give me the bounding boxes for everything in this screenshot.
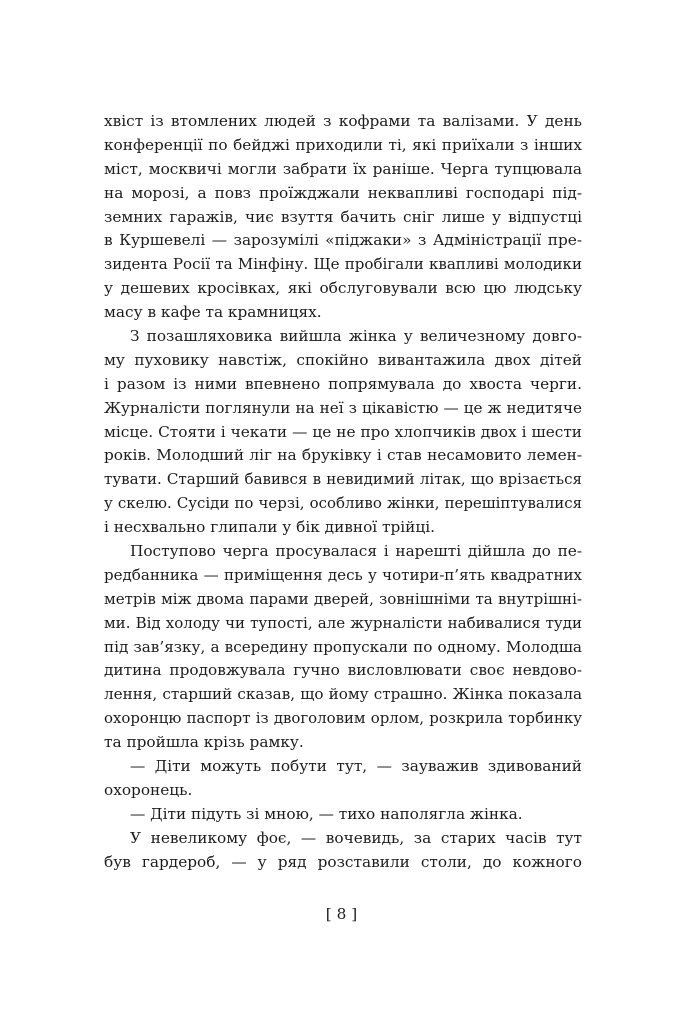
text-line: охоронець. bbox=[104, 780, 193, 799]
text-line: під зав’язку, а всередину пропускали по одному. Молодша bbox=[104, 637, 582, 656]
text-line: хвіст із втомлених людей з кофрами та валізами. У день bbox=[104, 112, 582, 130]
text-line: — Діти можуть побути тут, — зауважив здивований bbox=[130, 757, 582, 776]
text-line: тувати. Старший бавився в невидимий літак, що врізається bbox=[104, 470, 582, 489]
text-line: конференції по бейджі приходили ті, які приїхали з інших bbox=[104, 135, 582, 154]
paragraph bbox=[104, 827, 582, 875]
text-line: му пуховику навстіж, спокійно вивантажила двох дітей bbox=[104, 350, 582, 369]
text-line: З позашляховика вийшла жінка у величезному довго- bbox=[130, 327, 582, 346]
text-line: міст, москвичі могли забрати їх раніше. Черга тупцювала bbox=[104, 159, 582, 178]
text-line: років. Молодший ліг на бруківку і став несамовито лемен- bbox=[104, 446, 582, 465]
text-line: охоронцю паспорт із двоголовим орлом, розкрила торбинку bbox=[104, 709, 582, 728]
text-line: метрів між двома парами дверей, зовнішніми та внутрішні- bbox=[104, 589, 582, 608]
text-line: У невеликому фоє, — вочевидь, за старих часів тут bbox=[130, 828, 582, 847]
paragraph bbox=[104, 540, 582, 755]
text-line: в Куршевелі — зарозумілі «піджаки» з Адміністрації пре- bbox=[104, 231, 582, 250]
text-line: дитина продовжувала гучно висловлювати своє невдово- bbox=[104, 661, 582, 680]
text-line: у дешевих кросівках, які обслуговували всю цю людську bbox=[104, 279, 582, 298]
text-line: редбанника — приміщення десь у чотири-п’ять квадратних bbox=[104, 565, 582, 584]
paragraph bbox=[104, 110, 582, 325]
text-line: земних гаражів, чиє взуття бачить сніг лише у відпустці bbox=[104, 207, 582, 226]
paragraph bbox=[104, 325, 582, 540]
text-line: був гардероб, — у ряд розставили столи, до кожного bbox=[104, 852, 582, 871]
page-number: [ 8 ] bbox=[325, 905, 358, 923]
paragraph bbox=[104, 803, 582, 827]
text-line: на морозі, а повз проїжджали неквапливі господарі під- bbox=[104, 183, 582, 202]
text-line: лення, старший сказав, що йому страшно. Жінка показала bbox=[104, 685, 582, 704]
text-line: у скелю. Сусіди по черзі, особливо жінки, перешіптувалися bbox=[104, 494, 582, 513]
text-line: місце. Стояти і чекати — це не про хлопчиків двох і шести bbox=[104, 422, 582, 441]
body-text bbox=[104, 110, 582, 875]
text-line: Поступово черга просувалася і нарешті дійшла до пе- bbox=[130, 542, 582, 561]
text-line: Журналісти поглянули на неї з цікавістю — це ж недитяче bbox=[104, 398, 582, 417]
text-line: — Діти підуть зі мною, — тихо наполягла жінка. bbox=[130, 804, 523, 823]
paragraph bbox=[104, 755, 582, 803]
text-line: масу в кафе та крамницях. bbox=[104, 303, 322, 322]
text-line: ми. Від холоду чи тупості, але журналісти набивалися туди bbox=[104, 613, 582, 632]
text-line: і разом із ними впевнено попрямувала до хвоста черги. bbox=[104, 374, 582, 393]
text-line: і несхвально глипали у бік дивної трійці. bbox=[104, 518, 435, 537]
text-line: та пройшла крізь рамку. bbox=[104, 733, 304, 752]
text-line: зидента Росії та Мінфіну. Ще пробігали квапливі молодики bbox=[104, 255, 582, 274]
